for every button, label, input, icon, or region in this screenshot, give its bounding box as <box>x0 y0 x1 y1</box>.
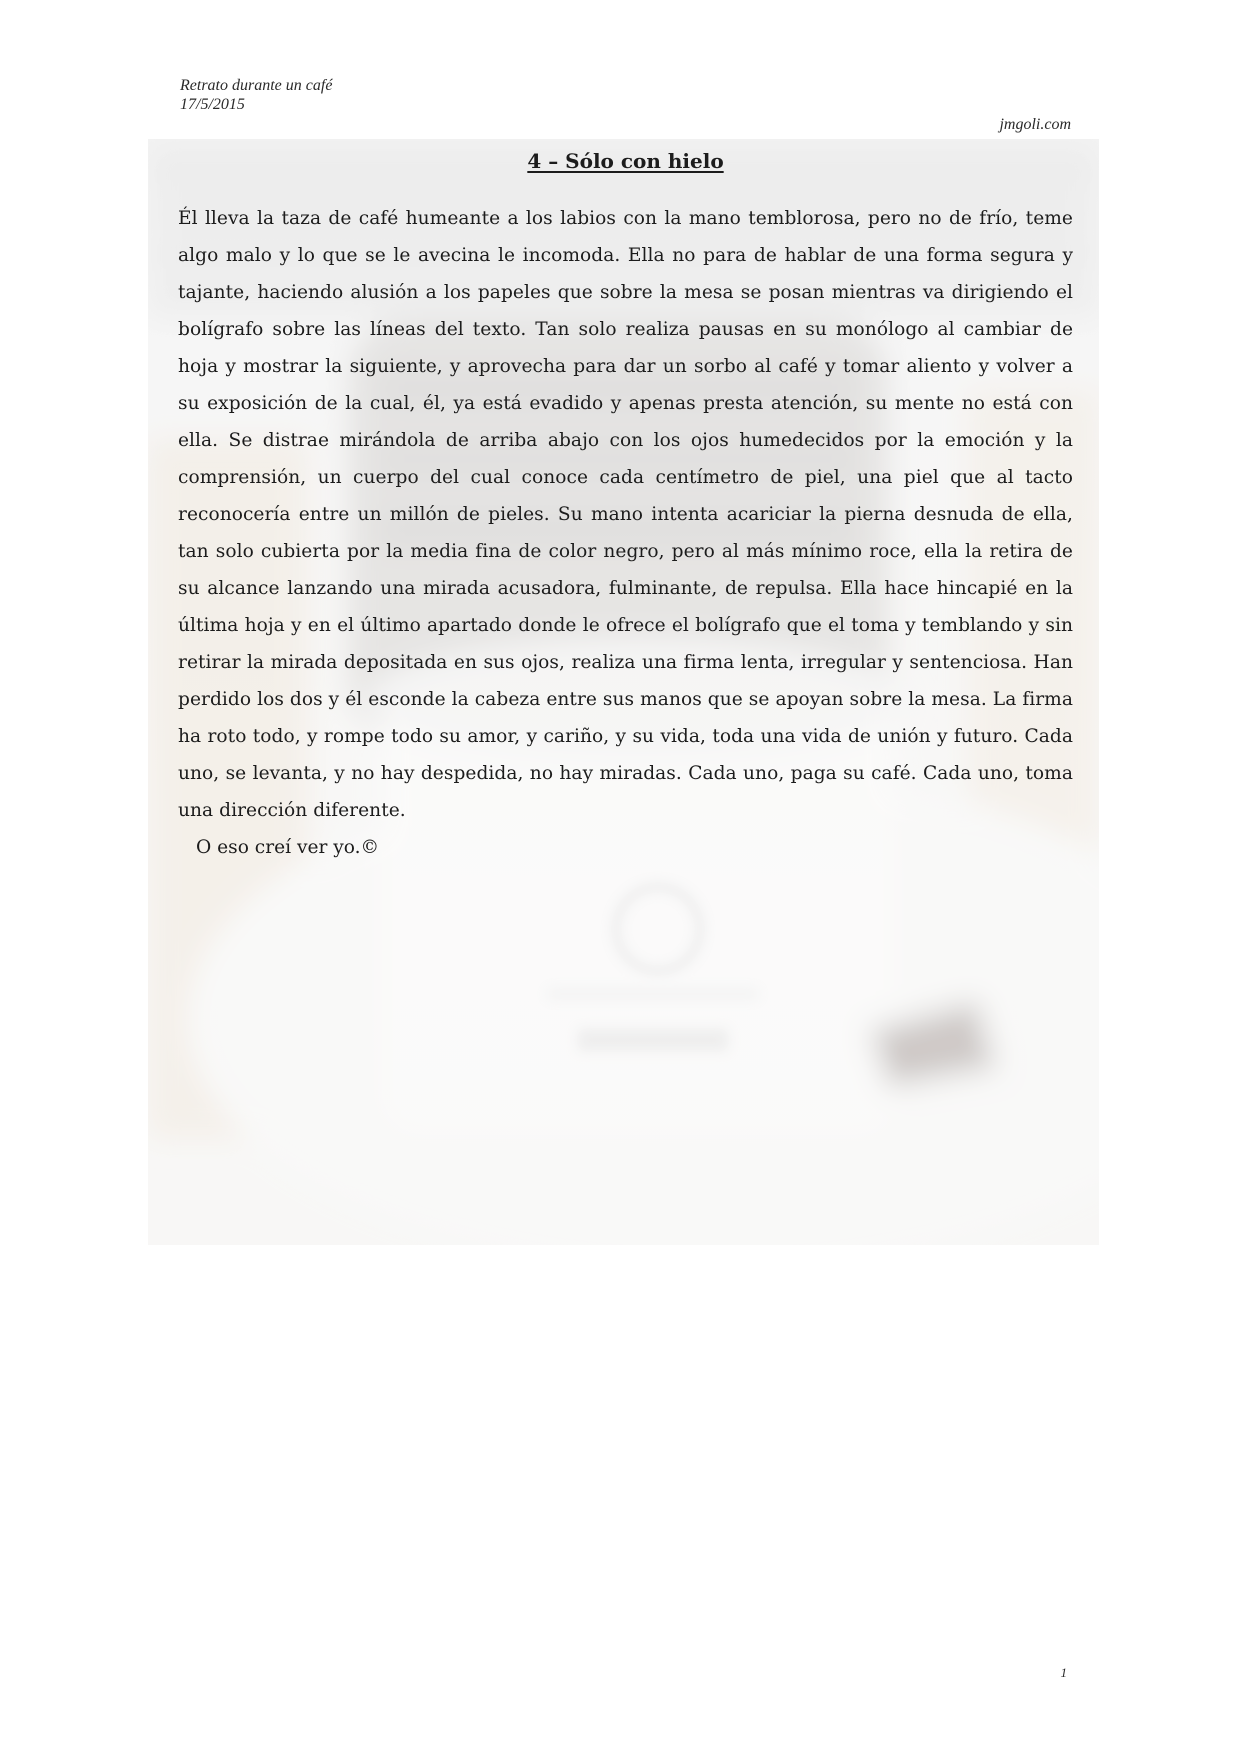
story-title: Retrato durante un café <box>180 77 333 94</box>
chapter-content <box>178 139 1073 866</box>
document-header <box>180 76 332 114</box>
coffee-photo-background <box>148 139 1099 1245</box>
site-name: jmgoli.com <box>999 116 1071 133</box>
chapter-title: 4 – Sólo con hielo <box>527 149 724 173</box>
page-number: 1 <box>1060 1665 1067 1680</box>
story-date: 17/5/2015 <box>180 96 245 113</box>
chapter-body-paragraph: Él lleva la taza de café humeante a los labios con la mano temblorosa, pero no de frío, teme algo malo y lo que se le avecina le incomoda. Ella no para de hablar de una forma segura y tajante, haciendo alusión a los papeles que sobre la mesa se posan mientras va dirigiendo el bolígrafo sobre las líneas del texto. Tan solo realiza pausas en su monólogo al cambiar de hoja y mostrar la siguiente, y aprovecha para dar un sorbo al café y tomar aliento y volver a su exposición de la cual, él, ya está evadido y apenas presta atención, su mente no está con ella. Se distrae mirándola de arriba abajo con los ojos humedecidos por la emoción y la comprensión, un cuerpo del cual conoce cada centímetro de piel, una piel que al tacto reconocería entre un millón de pieles. Su mano intenta acariciar la pierna desnuda de ella, tan solo cubierta por la media fina de color negro, pero al más mínimo roce, ella la retira de su alcance lanzando una mirada acusadora, fulminante, de repulsa. Ella hace hincapié en la última hoja y en el último apartado donde le ofrece el bolígrafo que el toma y temblando y sin retirar la mirada depositada en sus ojos, realiza una firma lenta, irregular y sentenciosa. Han perdido los dos y él esconde la cabeza entre sus manos que se apoyan sobre la mesa. La firma ha roto todo, y rompe todo su amor, y cariño, y su vida, toda una vida de unión y futuro. Cada uno, se levanta, y no hay despedida, no hay miradas. Cada uno, paga su café. Cada uno, toma una dirección diferente. <box>178 208 1073 821</box>
chapter-closing-line: O eso creí ver yo.© <box>196 837 380 858</box>
